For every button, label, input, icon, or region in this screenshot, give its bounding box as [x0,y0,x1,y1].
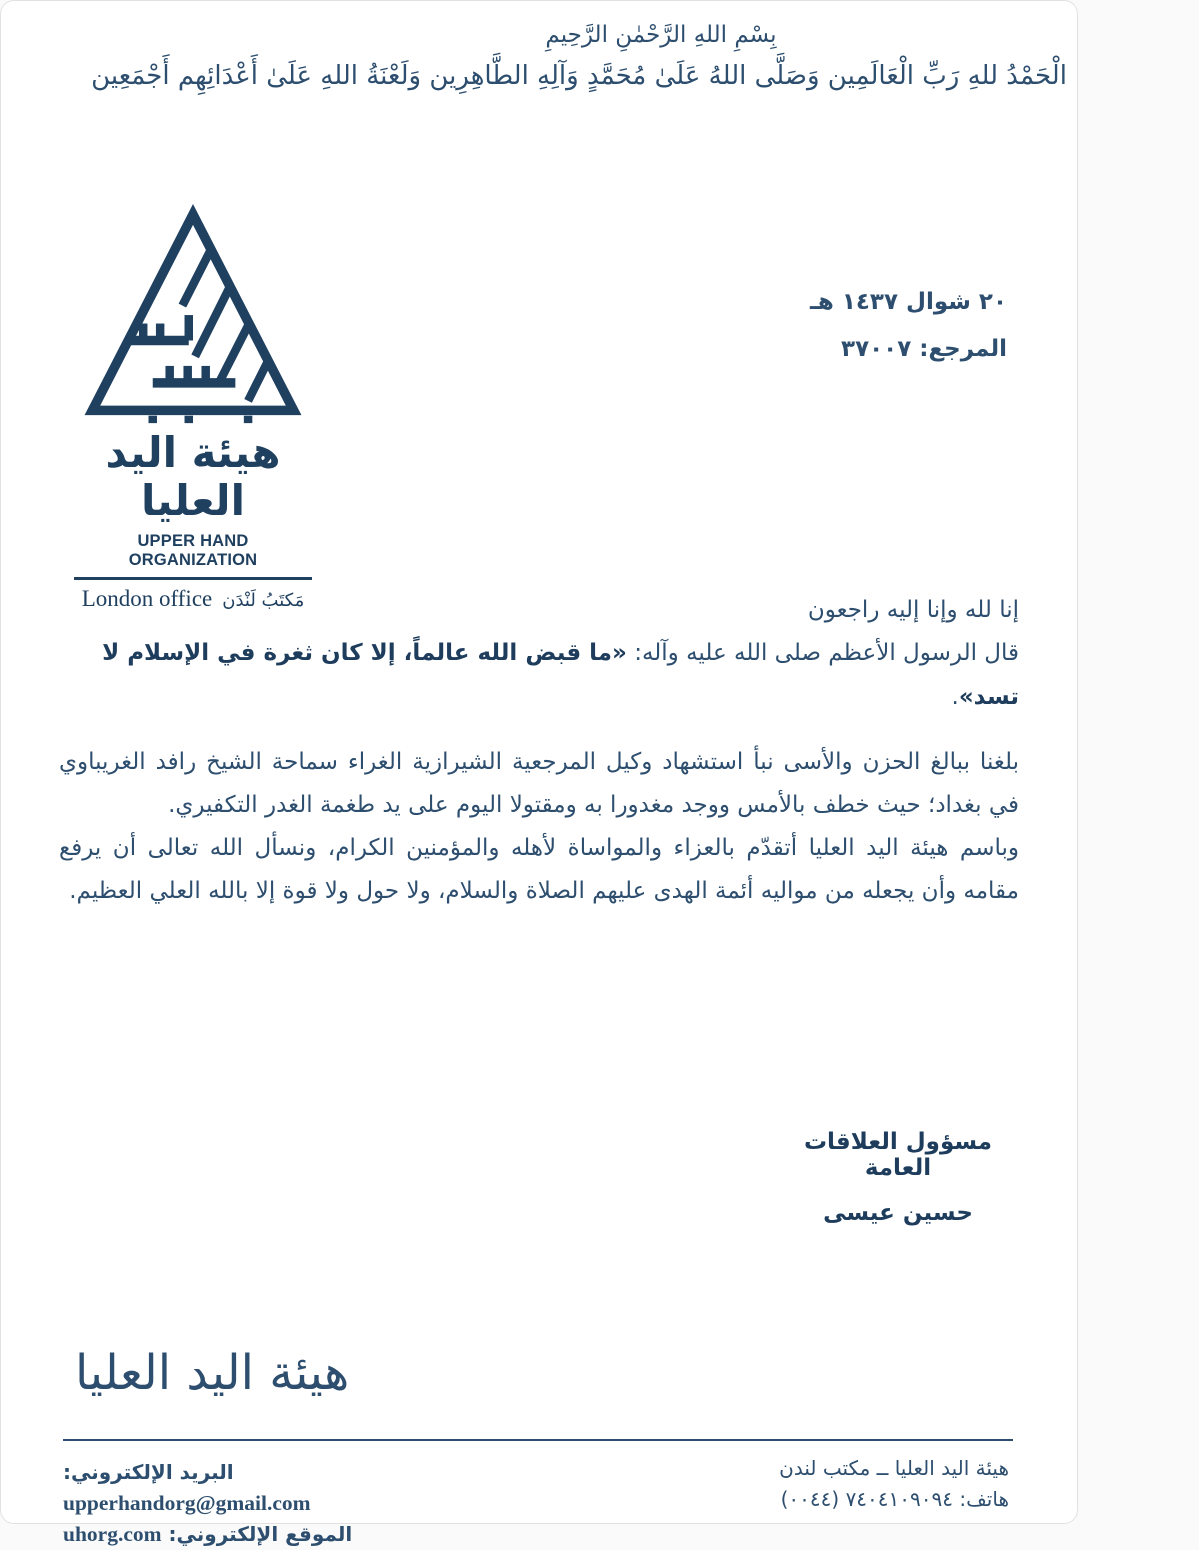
office-arabic-label: مَكتَبُ لَنْدَن [222,589,305,611]
paragraph-2: وباسم هيئة اليد العليا أتقدّم بالعزاء والمواساة لأهله والمؤمنين الكرام، ونسأل الله تعالى أن يرفع مقامه وأن يجعله من مواليه أئمة الهدى عليهم الصلاة والسلام، ولا حول ولا قوة إلا بالله العلي العظيم. [59,835,1019,904]
org-logo-block [71,207,315,612]
tahmid-line: الْحَمْدُ للهِ رَبِّ الْعَالَمِين وَصَلَّى اللهُ عَلَىٰ مُحَمَّدٍ وَآلِهِ الطَّاهِرِين وَلَعْنَةُ اللهِ عَلَىٰ أَعْدَائِهِم أَجْمَعِين [91,61,1067,91]
condolence-paragraphs [59,741,1019,913]
signature-block [783,1129,1013,1226]
paragraph-1: بلغنا ببالغ الحزن والأسى نبأ استشهاد وكيل المرجعية الشيرازية الغراء سماحة الشيخ رافد الغريباوي في بغداد؛ حيث خطف بالأمس ووجد مغدورا به ومقتولا اليوم على يد طغمة الغدر التكفيري. [59,749,1019,818]
basmala-line: بِسْمِ اللهِ الرَّحْمٰنِ الرَّحِيمِ [545,22,777,48]
signatory-name: حسين عيسى [823,1200,973,1226]
calligraphic-stamp: هيئة اليد العليا [75,1345,350,1401]
footer-email-line [63,1457,438,1519]
org-logo-triangle-icon [87,207,299,421]
email-label: البريد الإلكتروني: [63,1460,234,1484]
hadith-quote: «ما قبض الله عالماً، إلا كان ثغرة في الإسلام لا تسد» [102,640,1019,710]
logo-divider [74,577,312,580]
istirja-line: إنا لله وإنا إليه راجعون [807,597,1019,623]
footer-phone: هاتف: ٧٤٠٤١٠٩٠٩٤ (٠٠٤٤) [780,1487,1009,1511]
hadith-suffix: . [951,684,959,710]
hadith-line [59,631,1019,719]
letter-body [59,589,1019,913]
footer-website-line [63,1519,438,1550]
office-english-label: London office [81,585,213,611]
footer-org-name: هيئة اليد العليا ــ مكتب لندن [779,1456,1009,1480]
hadith-intro: قال الرسول الأعظم صلى الله عليه وآله: [626,640,1019,666]
reference-number: المرجع: ٣٧٠٠٧ [841,336,1007,362]
date-reference-block [810,279,1007,373]
signatory-title: مسؤول العلاقات العامة [803,1129,993,1181]
website-value: uhorg.com [63,1522,162,1546]
website-label: الموقع الإلكتروني: [168,1522,353,1546]
org-name-arabic: هيئة اليد العليا [105,428,281,525]
footer-contact-block [63,1457,438,1550]
org-name-english: UPPER HAND ORGANIZATION [128,532,258,569]
footer-org-block [779,1453,1009,1515]
letterhead-invocation [1,17,1077,99]
hijri-date: ٢٠ شوال ١٤٣٧ هـ [810,289,1007,315]
email-value: upperhandorg@gmail.com [63,1491,311,1515]
footer-divider [63,1439,1013,1441]
